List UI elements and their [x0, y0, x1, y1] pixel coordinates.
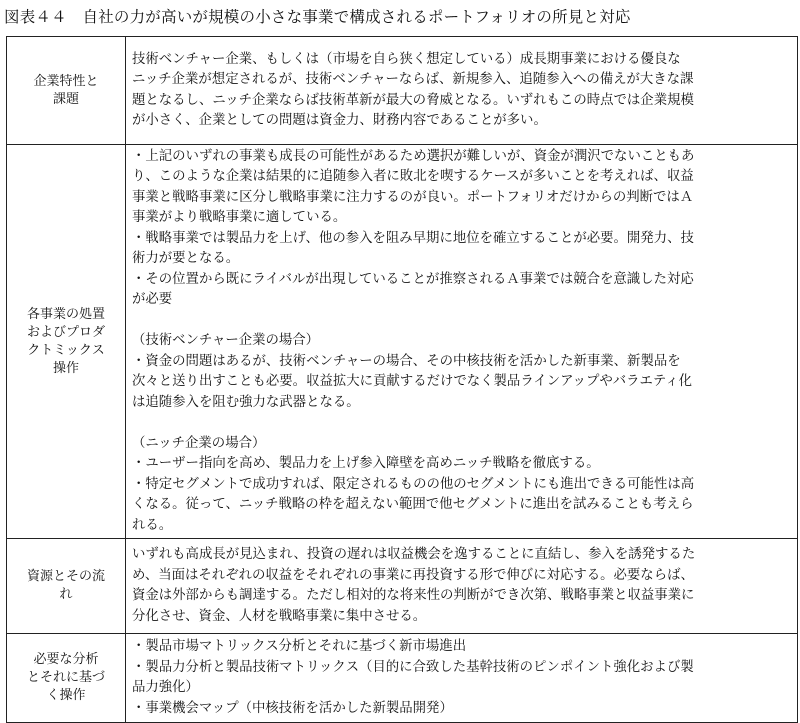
- blank-line: [132, 311, 789, 332]
- content-line: くなる。従って、ニッチ戦略の枠を超えない範囲で他セグメントに進出を試みることも考えら: [132, 497, 694, 513]
- content-line: ・事業機会マップ（中核技術を活かした新製品開発）: [132, 700, 453, 716]
- blank-line: [132, 413, 789, 434]
- row-label-line: 各事業の処置: [26, 306, 105, 322]
- content-line: 題となるし、ニッチ企業ならば技術革新が最大の脅威となる。いずれもこの時点では企業規模: [132, 92, 694, 108]
- row-label: [7, 634, 126, 723]
- content-line: ・戦略事業では製品力を上げ、他の参入を阻み早期に地位を確立することが必要。開発力、技: [132, 230, 694, 246]
- row-label-line: およびプロダ: [26, 324, 105, 340]
- content-line: ・上記のいずれの事業も成長の可能性があるため選択が難しいが、資金が潤沢でないこともあ: [132, 148, 695, 164]
- content-line: 技術ベンチャー企業、もしくは（市場を自ら狭く想定している）成長期事業における優良な: [132, 51, 681, 67]
- content-line: が必要: [132, 292, 173, 308]
- content-line: が小さく、企業としての問題は資金力、財務内容であることが多い。: [132, 113, 547, 128]
- section-heading: （ニッチ企業の場合）: [132, 435, 266, 451]
- content-line: 資金は外部からも調達する。ただし相対的な将来性の判断ができ次第、戦略事業と収益事業に: [132, 588, 695, 603]
- content-line: は追随参入を阻む強力な武器となる。: [132, 394, 360, 410]
- content-line: れる。: [132, 517, 173, 533]
- table-row: [7, 539, 798, 634]
- content-line: め、当面はそれぞれの収益をそれぞれの事業に再投資する形で伸びに対応する。必要ならば、: [132, 567, 694, 583]
- row-label-line: とそれに基づ: [26, 670, 105, 685]
- content-line: ・資金の問題はあるが、技術ベンチャーの場合、その中核技術を活かした新事業、新製品を: [132, 353, 681, 369]
- row-label-line: 操作: [52, 360, 79, 376]
- content-line: 品力強化）: [132, 680, 199, 695]
- content-line: ・特定セグメントで成功すれば、限定されるものの他のセグメントにも進出できる可能性は高: [132, 476, 695, 492]
- table-row: [7, 634, 798, 723]
- content-line: 事業と戦略事業に区分し戦略事業に注力するのが良い。ポートフォリオだけからの判断ではＡ: [132, 189, 694, 205]
- row-content: [126, 634, 798, 723]
- table-row: [7, 37, 798, 145]
- row-label-line: く操作: [46, 688, 86, 703]
- row-label: [7, 145, 126, 539]
- content-line: り、このような企業は結果的に追随参入者に敗北を喫するケースが多いことを考えれば、収益: [132, 169, 694, 185]
- content-line: ・製品力分析と製品技術マトリックス（目的に合致した基幹技術のピンポイント強化および製: [132, 659, 694, 675]
- row-label-line: れ: [59, 587, 73, 602]
- content-line: 事業がより戦略事業に適している。: [132, 210, 347, 226]
- row-content: [126, 145, 798, 539]
- row-label: [7, 37, 126, 145]
- row-label-line: 企業特性と: [33, 73, 99, 89]
- row-label: [7, 539, 126, 634]
- row-label-line: 資源とその流: [26, 569, 105, 584]
- figure-title: 図表４４ 自社の力が高いが規模の小さな事業で構成されるポートフォリオの所見と対応: [4, 8, 631, 26]
- portfolio-table: [6, 36, 798, 723]
- content-line: 術力が要となる。: [132, 251, 240, 267]
- content-line: ニッチ企業が想定されるが、技術ベンチャーならば、新規参入、追随参入への備えが大きな課: [132, 72, 694, 87]
- row-content: [126, 37, 798, 145]
- row-label-line: 課題: [52, 91, 79, 107]
- row-label-line: クトミックス: [27, 342, 105, 358]
- content-line: ・その位置から既にライバルが出現していることが推察されるＡ事業では競合を意識した対応: [132, 271, 694, 287]
- table-row: [7, 145, 798, 539]
- content-line: ・ユーザー指向を高め、製品力を上げ参入障壁を高めニッチ戦略を徹底する。: [132, 456, 600, 472]
- row-content: [126, 539, 798, 634]
- content-line: 次々と送り出すことも必要。収益拡大に貢献するだけでなく製品ラインアップやバラエティ化: [132, 374, 692, 390]
- content-line: ・製品市場マトリックス分析とそれに基づく新市場進出: [132, 639, 467, 654]
- content-line: いずれも高成長が見込まれ、投資の遅れは収益機会を逸することに直結し、参入を誘発するた: [132, 547, 696, 562]
- section-heading: （技術ベンチャー企業の場合）: [132, 333, 320, 349]
- row-label-line: 必要な分析: [33, 652, 99, 667]
- content-line: 分化させ、資金、人材を戦略事業に集中させる。: [132, 608, 427, 624]
